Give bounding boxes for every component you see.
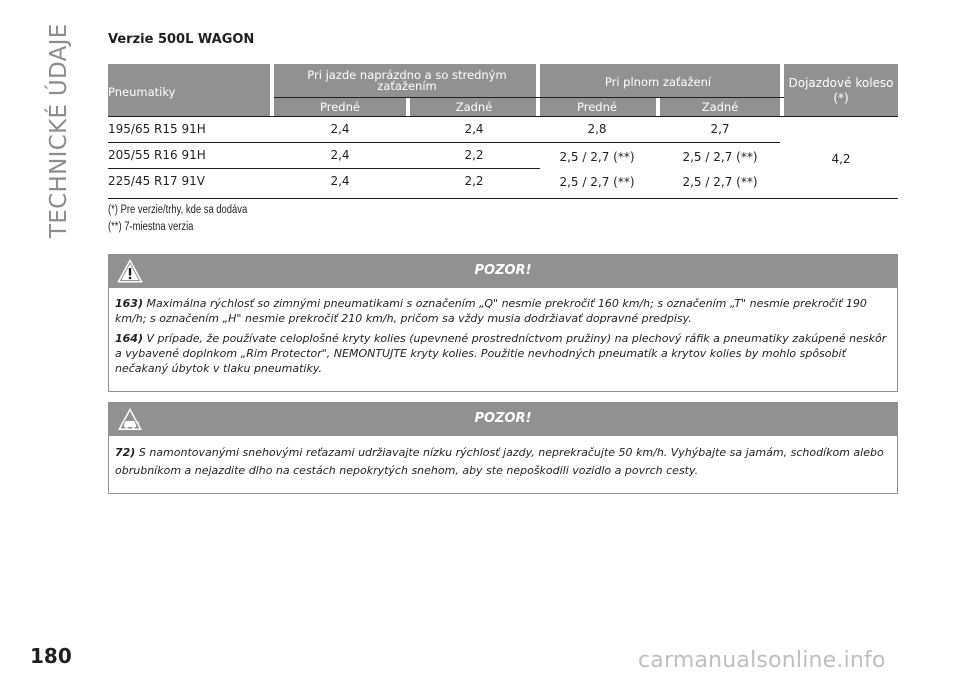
warning-ref: 164) — [115, 332, 143, 345]
warning-header — [108, 254, 898, 288]
tyre-size: 195/65 R15 91H — [108, 122, 206, 136]
rear-pressure: 2,2 — [464, 174, 484, 188]
header-subline — [780, 97, 784, 98]
car-damage-icon — [116, 406, 144, 432]
full-rear-pressure: 2,5 / 2,7 (**) — [682, 150, 758, 164]
tyre-size: 225/45 R17 91V — [108, 174, 205, 188]
header-partial-load-line1: Pri jazde naprázdno a so stredným — [307, 68, 507, 82]
page-number: 180 — [30, 644, 72, 668]
warning-text: V prípade, že používate celoplošné kryty kolies (upevnené prostredníctvom pružiny) na plechový ráfik a pneumatiky zakúpené neskôr a vybavené doplnkom „Rim Protector", NEMONTUJTE kryty kolies. Použitie nevhodných pneumatík a krytov kolies by mohlo spôsobiť nečakaný úbytok v tlaku pneumatiky. — [115, 332, 887, 375]
header-front-2: Predné — [577, 100, 617, 114]
warning-title: POZOR! — [474, 411, 532, 426]
full-rear-pressure: 2,5 / 2,7 (**) — [682, 175, 758, 189]
header-full-load: Pri plnom zaťažení — [604, 75, 712, 89]
warning-item — [115, 296, 891, 326]
warning-ref: 72) — [115, 446, 136, 459]
full-front-pressure: 2,5 / 2,7 (**) — [559, 150, 635, 164]
header-partial-load — [274, 70, 540, 92]
header-rear-1: Zadné — [455, 100, 493, 114]
full-rear-pressure: 2,7 — [710, 122, 730, 136]
warning-item — [115, 331, 891, 376]
full-front-pressure: 2,5 / 2,7 (**) — [559, 175, 635, 189]
warning-body — [108, 288, 898, 392]
header-divider — [780, 64, 784, 116]
side-section-title: TECHNICKÉ ÚDAJE — [46, 23, 72, 238]
spare-wheel-pressure: 4,2 — [831, 152, 851, 166]
front-pressure: 2,4 — [330, 122, 350, 136]
warning-text: S namontovanými snehovými reťazami udržiavajte nízku rýchlosť jazdy, neprekračujte 50 km/h. Vyhýbajte sa jamám, schodíkom alebo obrubníkom a nejazdite dlho na cestách nepokrytých snehom, aby ste nepoškodili vozidlo a povrch cesty. — [115, 446, 884, 477]
warning-triangle-icon — [116, 258, 144, 284]
front-pressure: 2,4 — [330, 174, 350, 188]
table-bottom-line — [108, 198, 898, 199]
tyre-size: 205/55 R16 91H — [108, 148, 206, 162]
header-tyres: Pneumatiky — [108, 85, 176, 99]
header-divider — [536, 64, 540, 116]
header-subline — [274, 97, 780, 98]
warning-header — [108, 402, 898, 436]
header-divider — [406, 98, 410, 116]
front-pressure: 2,4 — [330, 148, 350, 162]
rear-pressure: 2,2 — [464, 148, 484, 162]
row-divider — [108, 142, 780, 143]
row-divider — [108, 116, 898, 117]
header-front-1: Predné — [320, 100, 360, 114]
footnote: (*) Pre verzie/trhy, kde sa dodáva — [108, 204, 248, 216]
watermark: carmanualsonline.info — [638, 648, 886, 673]
row-divider — [108, 168, 540, 169]
header-divider — [656, 98, 660, 116]
footnote: (**) 7-miestna verzia — [108, 221, 194, 233]
warning-text: Maximálna rýchlosť so zimnými pneumatikami s označením „Q" nesmie prekročiť 160 km/h; s označením „T" nesmie prekročiť 190 km/h; s označením „H" nesmie prekročiť 210 km/h, pričom sa vždy musia dodržiavať dopravné predpisy. — [115, 297, 867, 325]
header-divider — [270, 64, 274, 116]
warning-ref: 163) — [115, 297, 143, 310]
header-partial-load-line2: zaťažením — [377, 79, 437, 93]
warning-item — [115, 444, 891, 480]
header-spare — [784, 76, 898, 106]
section-title: Verzie 500L WAGON — [108, 32, 255, 47]
warning-title: POZOR! — [474, 263, 532, 278]
full-front-pressure: 2,8 — [587, 122, 607, 136]
table-header — [108, 64, 898, 116]
rear-pressure: 2,4 — [464, 122, 484, 136]
warning-body — [108, 436, 898, 494]
header-spare-line1: Dojazdové koleso — [788, 76, 894, 90]
header-rear-2: Zadné — [701, 100, 739, 114]
header-spare-line2: (*) — [833, 91, 849, 105]
